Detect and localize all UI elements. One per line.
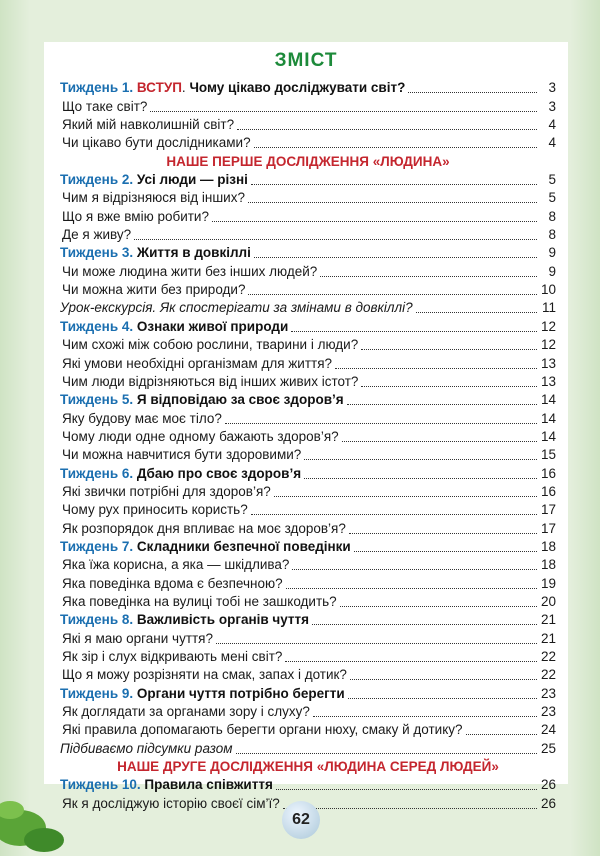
toc-entry: [60, 299, 556, 317]
entry-text: Що таке світ?: [62, 98, 148, 114]
leader-dots: [254, 256, 537, 258]
entry-heading: [60, 391, 344, 409]
entry-heading: [60, 538, 351, 556]
page-ref: 13: [540, 355, 556, 371]
week-label: Тиждень 9.: [60, 685, 134, 701]
entry-text: Яка поведінка на вулиці тобі не зашкодить?: [62, 593, 337, 609]
leaf-decoration: [0, 770, 70, 856]
leader-dots: [349, 532, 537, 534]
toc-entry: [60, 593, 556, 611]
page-ref: 12: [540, 337, 556, 353]
leader-dots: [236, 752, 537, 754]
toc-entry: [60, 97, 556, 115]
leader-dots: [347, 403, 537, 405]
page-ref: 5: [548, 190, 556, 206]
page-ref: 16: [540, 465, 556, 481]
page-ref: 17: [540, 520, 556, 536]
entry-heading: [60, 171, 248, 189]
entry-text: Які правила допомагають берегти органи нюху, смаку й дотику?: [62, 722, 463, 738]
page-ref: 8: [548, 227, 556, 243]
entry-heading: [60, 244, 251, 262]
week-title: Я відповідаю за своє здоров’я: [136, 392, 344, 408]
leader-dots: [237, 128, 537, 130]
entry-text: Чи можна навчитися бути здоровими?: [62, 447, 302, 463]
leader-dots: [416, 311, 537, 313]
leader-dots: [304, 458, 537, 460]
page-ref: 23: [540, 704, 556, 720]
toc-week-entry: [60, 171, 556, 189]
week-label: Тиждень 4.: [60, 318, 134, 334]
week-label: Тиждень 3.: [60, 245, 134, 261]
toc-entry: [60, 666, 556, 684]
entry-text: Як розпорядок дня впливає на моє здоров’я?: [62, 520, 346, 536]
entry-heading: Тиждень 1. ВСТУП. Чому цікаво досліджувати світ?: [60, 80, 406, 96]
leader-dots: [320, 275, 537, 277]
table-of-contents: [60, 79, 556, 813]
page-ref: 3: [548, 98, 556, 114]
toc-entry: [60, 739, 556, 757]
leader-dots: [248, 293, 537, 295]
toc-week-entry: [60, 538, 556, 556]
week-label: Тиждень 5.: [60, 392, 134, 408]
leader-dots: [216, 642, 537, 644]
entry-text: Яку будову має моє тіло?: [62, 410, 222, 426]
toc-entry: [60, 409, 556, 427]
entry-text: Чи може людина жити без інших людей?: [62, 263, 318, 279]
leader-dots: [150, 110, 537, 112]
toc-entry: [60, 556, 556, 574]
toc-week-entry: [60, 317, 556, 335]
leader-dots: [304, 477, 537, 479]
toc-entry: [60, 703, 556, 721]
page-ref: 25: [540, 740, 556, 756]
page-ref: 18: [540, 557, 556, 573]
entry-text: Що я вже вмію робити?: [62, 208, 209, 224]
toc-entry: [60, 428, 556, 446]
page-ref: 17: [540, 502, 556, 518]
entry-heading: [60, 318, 288, 336]
page-ref: 9: [548, 263, 556, 279]
leader-dots: [291, 330, 537, 332]
entry-text: Чому рух приносить користь?: [62, 502, 248, 518]
toc-entry: [60, 648, 556, 666]
entry-heading: [60, 465, 301, 483]
leader-dots: [340, 605, 537, 607]
entry-text: Чим я відрізняюся від інших?: [62, 190, 245, 206]
entry-text: Яка поведінка вдома є безпечною?: [62, 575, 283, 591]
toc-entry: [60, 336, 556, 354]
week-accent: ВСТУП: [136, 80, 182, 96]
entry-text: Який мій навколишній світ?: [62, 117, 235, 133]
week-label: Тиждень 6.: [60, 465, 134, 481]
page-ref: 12: [540, 318, 556, 334]
toc-entry: [60, 207, 556, 225]
entry-heading: [60, 685, 345, 703]
page-ref: 10: [540, 282, 556, 298]
entry-heading: [60, 611, 309, 629]
week-title: Ознаки живої природи: [136, 318, 289, 334]
toc-entry: [60, 189, 556, 207]
leader-dots: [354, 550, 537, 552]
page-ref: 15: [540, 447, 556, 463]
toc-week-entry: [60, 244, 556, 262]
entry-text: Чи можна жити без природи?: [62, 282, 246, 298]
toc-entry: [60, 519, 556, 537]
toc-entry: [60, 446, 556, 464]
page-ref: 20: [540, 593, 556, 609]
toc-week-entry: [60, 464, 556, 482]
page-ref: 14: [540, 428, 556, 444]
toc-entry: [60, 262, 556, 280]
section-heading: НАШЕ ДРУГЕ ДОСЛІДЖЕННЯ «ЛЮДИНА СЕРЕД ЛЮДЕЙ»: [117, 759, 499, 775]
entry-text: Які умови необхідні організмам для життя?: [62, 355, 333, 371]
toc-entry: [60, 721, 556, 739]
page-ref: 19: [540, 575, 556, 591]
page-ref: 18: [540, 538, 556, 554]
leader-dots: [466, 733, 537, 735]
leader-dots: [342, 440, 537, 442]
page-ref: 9: [548, 245, 556, 261]
page-ref: 4: [548, 135, 556, 151]
week-title: Дбаю про своє здоров’я: [136, 465, 302, 481]
leader-dots: [225, 422, 537, 424]
week-title: Усі люди — різні: [136, 172, 248, 188]
week-label: Тиждень 10.: [60, 777, 141, 793]
page-ref: 4: [548, 117, 556, 133]
leader-dots: [212, 220, 537, 222]
entry-text: Де я живу?: [62, 227, 132, 243]
week-title: Складники безпечної поведінки: [136, 538, 351, 554]
leader-dots: [251, 513, 537, 515]
page-ref: 26: [540, 795, 556, 811]
entry-text: Як зір і слух відкривають мені світ?: [62, 649, 283, 664]
week-label: Тиждень 1.: [60, 80, 134, 96]
leader-dots: [335, 367, 537, 369]
leader-dots: [313, 715, 537, 717]
page-ref: 8: [548, 208, 556, 224]
section-heading: НАШЕ ПЕРШЕ ДОСЛІДЖЕННЯ «ЛЮДИНА»: [166, 153, 450, 169]
toc-entry: [60, 354, 556, 372]
leader-dots: [134, 238, 537, 240]
page-ref: 13: [540, 373, 556, 389]
page-ref: 22: [540, 649, 556, 664]
page-ref: 21: [540, 612, 556, 628]
page-title: ЗМІСТ: [274, 50, 338, 71]
entry-text: Чим схожі між собою рослини, тварини і люди?: [62, 337, 359, 353]
leader-dots: [274, 495, 537, 497]
toc-week-entry: [60, 611, 556, 629]
page-ref: 23: [540, 685, 556, 701]
week-title: Правила співжиття: [144, 777, 273, 793]
entry-text: Як я досліджую історію своєї сім’ї?: [62, 795, 280, 811]
entry-heading: [60, 776, 273, 794]
entry-text: Чим люди відрізняються від інших живих істот?: [62, 373, 359, 389]
entry-text: Що я можу розрізняти на смак, запах і дотик?: [62, 667, 347, 683]
toc-week-entry: [60, 391, 556, 409]
toc-week-entry: [60, 79, 556, 97]
page-ref: 14: [540, 392, 556, 408]
page-ref: 21: [540, 630, 556, 646]
leader-dots: [408, 91, 537, 93]
page-ref: 5: [548, 172, 556, 188]
toc-entry: [60, 574, 556, 592]
toc-entry: [60, 226, 556, 244]
page-ref: 22: [540, 667, 556, 683]
entry-text: Чи цікаво бути дослідниками?: [62, 135, 251, 151]
entry-text: Як доглядати за органами зору і слуху?: [62, 704, 310, 720]
leader-dots: [292, 568, 537, 570]
leader-dots: [312, 623, 537, 625]
leader-dots: [361, 348, 537, 350]
page-ref: 14: [540, 410, 556, 426]
leader-dots: [348, 697, 537, 699]
week-title: Органи чуття потрібно берегти: [136, 685, 345, 701]
leader-dots: [286, 587, 537, 589]
page-ref: 26: [540, 777, 556, 793]
leader-dots: [285, 660, 537, 662]
week-title: Чому цікаво досліджувати світ?: [189, 80, 406, 96]
entry-text: Чому люди одне одному бажають здоров’я?: [62, 428, 339, 444]
leader-dots: [276, 788, 537, 790]
toc-entry: [60, 281, 556, 299]
toc-entry: [60, 483, 556, 501]
week-label: Тиждень 2.: [60, 172, 134, 188]
page-ref: 16: [540, 483, 556, 499]
leader-dots: [251, 183, 537, 185]
toc-entry: [60, 629, 556, 647]
entry-text: Які звички потрібні для здоров’я?: [62, 483, 271, 499]
page-ref: 11: [541, 300, 556, 316]
toc-entry: [60, 116, 556, 134]
entry-text: Яка їжа корисна, а яка — шкідлива?: [62, 557, 290, 573]
week-label: Тиждень 8.: [60, 612, 134, 628]
page-ref: 24: [540, 722, 556, 738]
entry-text: Урок-екскурсія. Як спостерігати за змінами в довкіллі?: [60, 300, 413, 316]
toc-entry: [60, 373, 556, 391]
toc-entry: [60, 134, 556, 152]
toc-week-entry: [60, 684, 556, 702]
entry-text: Які я маю органи чуття?: [62, 630, 213, 646]
leader-dots: [254, 146, 537, 148]
leader-dots: [350, 678, 537, 680]
leader-dots: [248, 201, 537, 203]
entry-text: Підбиваємо підсумки разом: [60, 740, 233, 756]
leader-dots: [361, 385, 537, 387]
toc-entry: [60, 501, 556, 519]
toc-week-entry: [60, 776, 556, 794]
page-number: 62: [282, 801, 320, 839]
week-title: Важливість органів чуття: [136, 612, 310, 628]
week-label: Тиждень 7.: [60, 538, 134, 554]
page-ref: 3: [548, 80, 556, 96]
leader-dots: [283, 807, 537, 809]
week-title: Життя в довкіллі: [136, 245, 251, 261]
